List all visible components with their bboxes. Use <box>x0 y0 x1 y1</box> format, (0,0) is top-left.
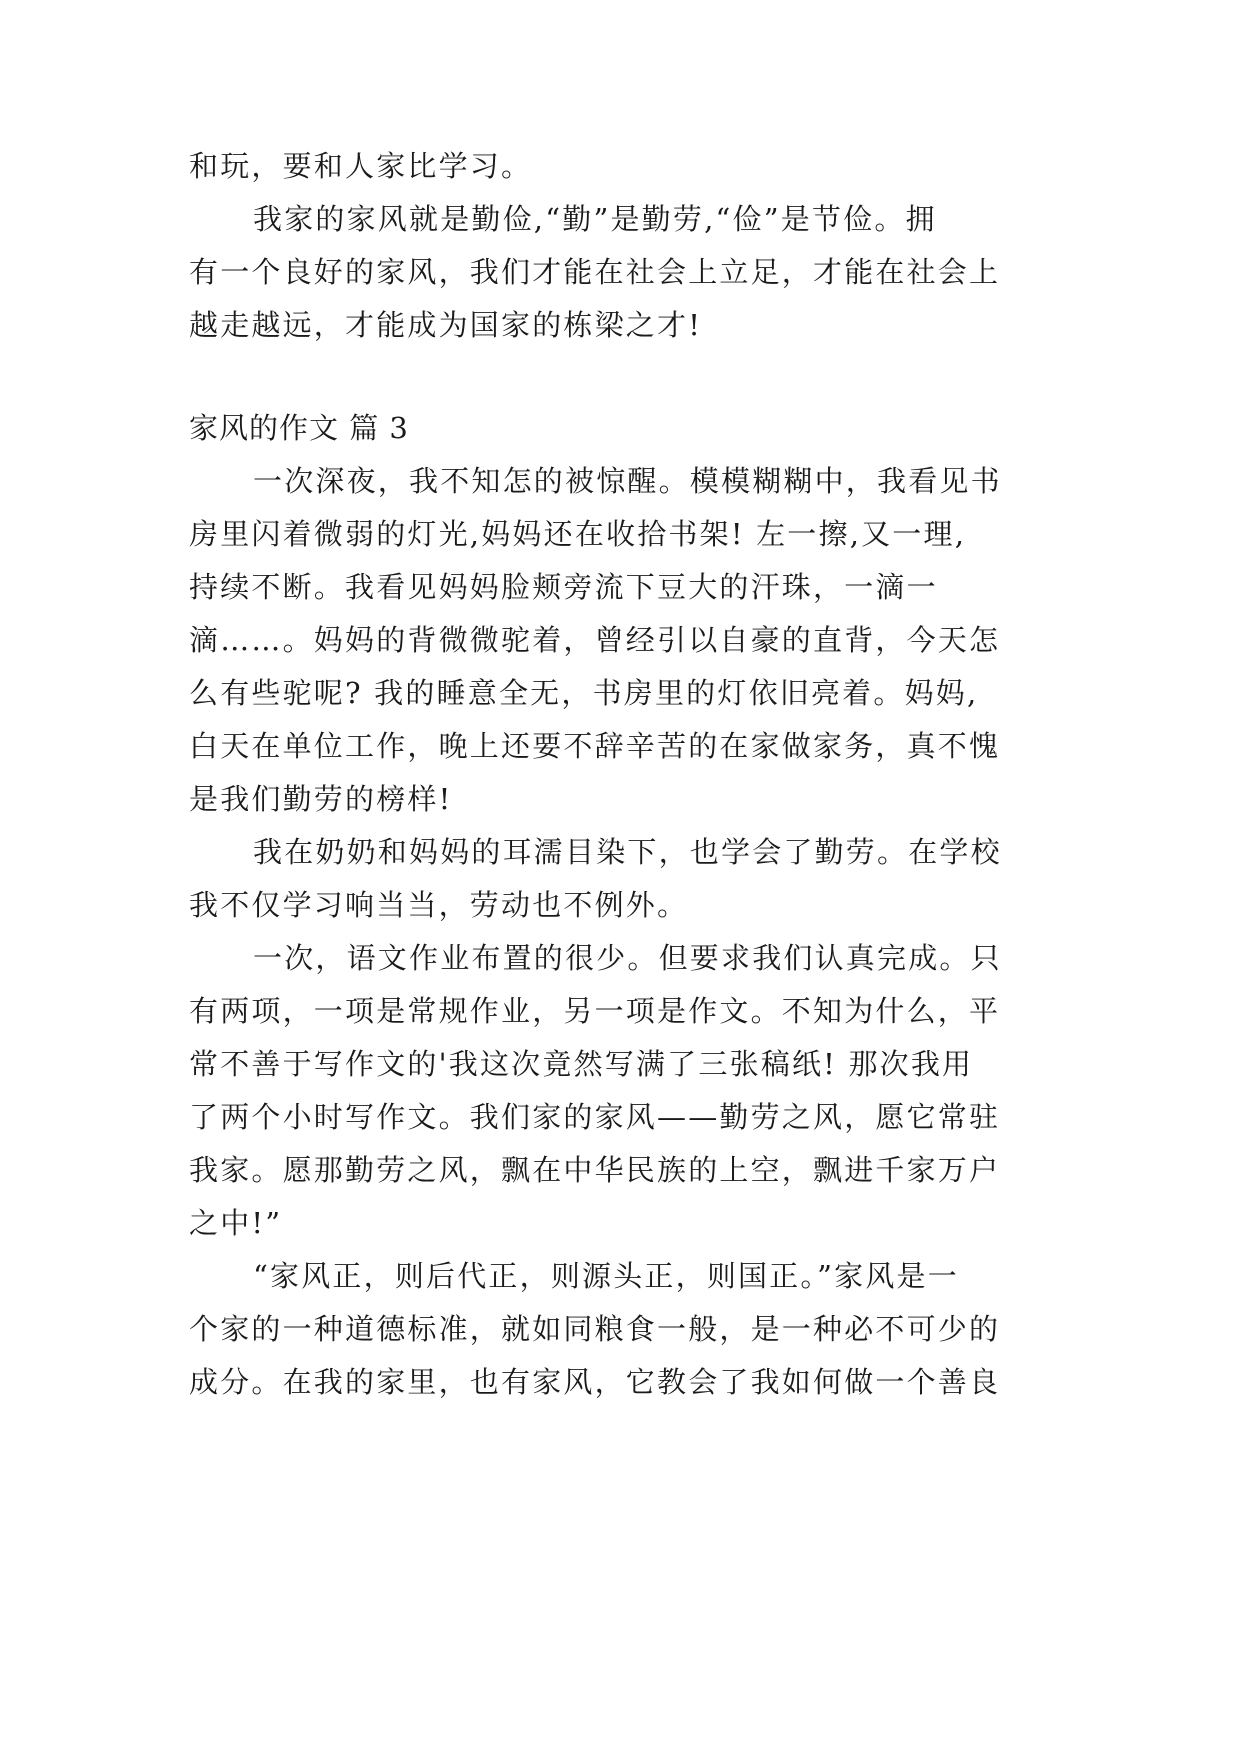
text-line: 和玩，要和人家比学习。 <box>189 149 533 183</box>
text-line: 之中!” <box>189 1206 283 1240</box>
text-line: 滴……。妈妈的背微微驼着，曾经引以自豪的直背，今天怎 <box>189 623 1001 657</box>
text-line: 了两个小时写作文。我们家的家风——勤劳之风，愿它常驻 <box>189 1100 1001 1134</box>
text-line: 我家。愿那勤劳之风，飘在中华民族的上空，飘进千家万户 <box>189 1153 1001 1187</box>
text-line: 我不仅学习响当当，劳动也不例外。 <box>189 888 689 922</box>
paragraph-first-line: “家风正，则后代正，则源头正，则国正。”家风是一 <box>253 1259 959 1293</box>
paragraph-first-line: 一次深夜，我不知怎的被惊醒。模模糊糊中，我看见书 <box>253 464 1002 498</box>
text-line: 常不善于写作文的'我这次竟然写满了三张稿纸! 那次我用 <box>189 1047 974 1081</box>
text-line: 白天在单位工作，晚上还要不辞辛苦的在家做家务，真不愧 <box>189 729 1001 763</box>
text-line: 持续不断。我看见妈妈脸颊旁流下豆大的汗珠，一滴一 <box>189 570 938 604</box>
text-line: 成分。在我的家里，也有家风，它教会了我如何做一个善良 <box>189 1365 1001 1399</box>
paragraph-first-line: 我在奶奶和妈妈的耳濡目染下，也学会了勤劳。在学校 <box>253 835 1002 869</box>
text-line: 有两项，一项是常规作业，另一项是作文。不知为什么，平 <box>189 994 1001 1028</box>
paragraph-first-line: 我家的家风就是勤俭,“勤”是勤劳,“俭”是节俭。拥 <box>253 202 937 236</box>
text-line: 个家的一种道德标准，就如同粮食一般，是一种必不可少的 <box>189 1312 1001 1346</box>
section-heading: 家风的作文 篇 3 <box>189 411 409 445</box>
text-line: 越走越远，才能成为国家的栋梁之才! <box>189 308 703 342</box>
text-line: 有一个良好的家风，我们才能在社会上立足，才能在社会上 <box>189 255 1001 289</box>
text-line: 是我们勤劳的榜样! <box>189 782 453 816</box>
text-line: 房里闪着微弱的灯光,妈妈还在收拾书架! 左一擦,又一理, <box>189 517 967 551</box>
text-line: 么有些驼呢? 我的睡意全无，书房里的灯依旧亮着。妈妈, <box>189 676 979 710</box>
paragraph-first-line: 一次，语文作业布置的很少。但要求我们认真完成。只 <box>253 941 1002 975</box>
